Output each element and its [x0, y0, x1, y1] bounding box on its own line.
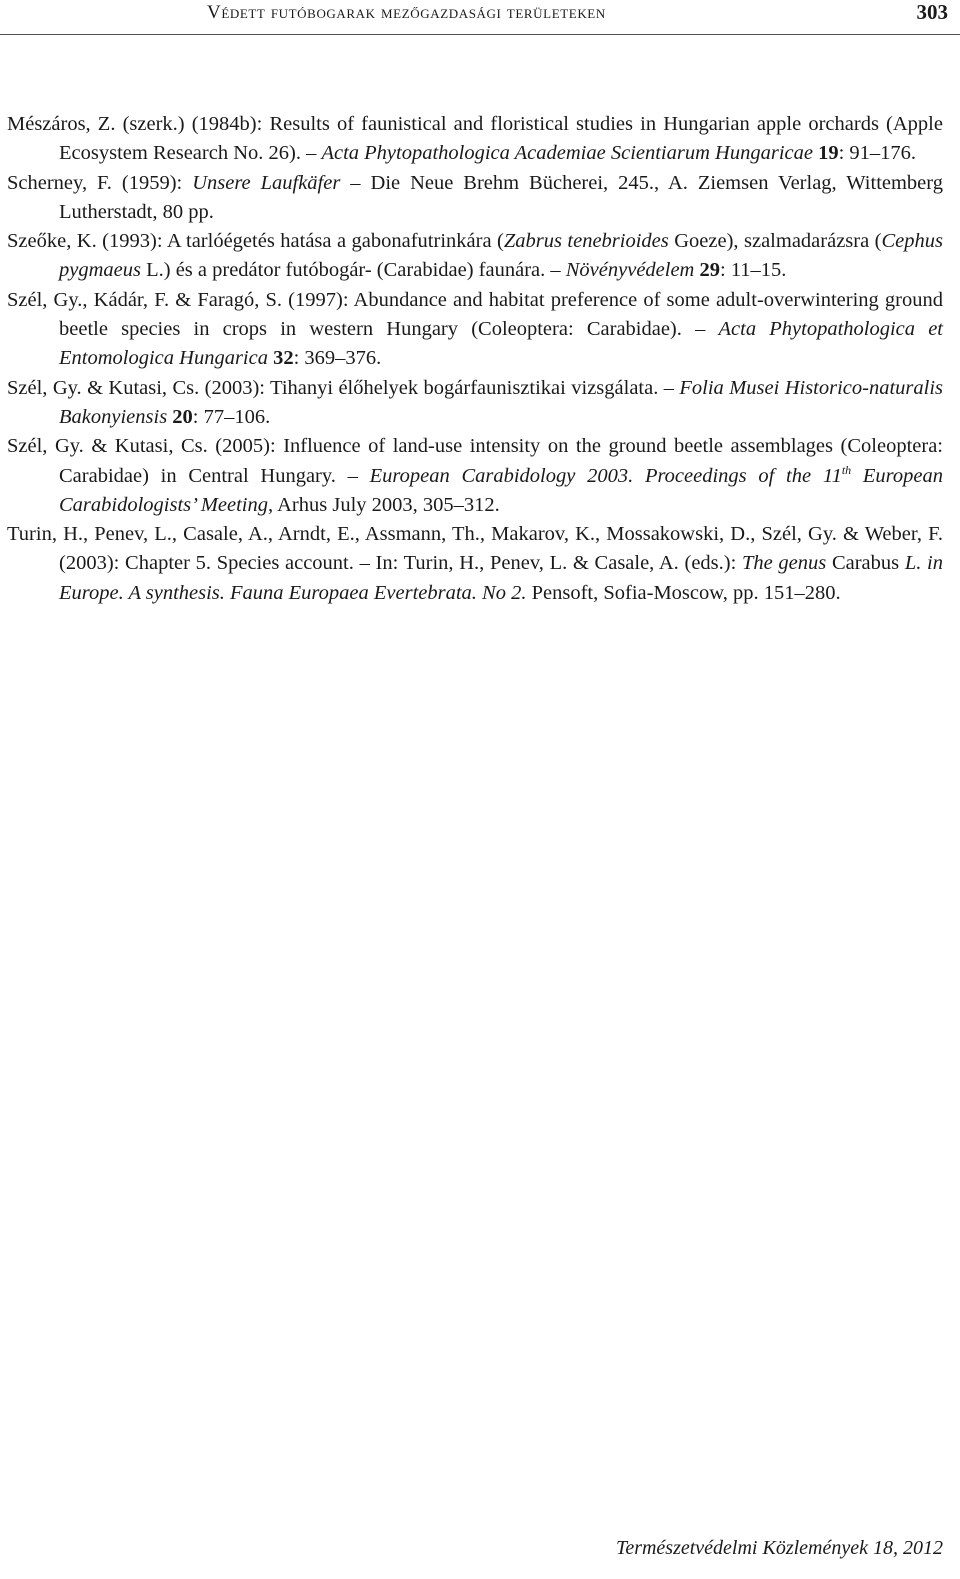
reference-superscript: th [841, 462, 852, 477]
reference-rest: , Arhus July 2003, 305–312. [267, 493, 500, 516]
reference-title: L.) és a predátor futóbogár- (Carabidae) faunára. – [140, 259, 566, 282]
reference-volume: 20 [172, 405, 193, 428]
reference-entry [7, 227, 943, 286]
reference-entry [7, 169, 943, 228]
page-number: 303 [916, 0, 948, 24]
reference-title: Abundance and habitat preference of some adult-overwintering ground beetle species in crops in western Hungary (Coleoptera: Carabidae). – [59, 288, 943, 341]
reference-entry [7, 432, 943, 520]
reference-pages: : 369–376. [293, 347, 382, 370]
reference-entry [7, 286, 943, 374]
reference-journal: Folia Musei Historico-naturalis Bakonyiensis [59, 376, 944, 428]
reference-pages: : 11–15. [720, 259, 787, 282]
reference-title: A tarlóégetés hatása a gabonafutrinkára ( [166, 230, 504, 253]
reference-title: Tihanyi élőhelyek bogárfaunisztikai vizsgálata. – [270, 376, 680, 399]
journal-footer: Természetvédelmi Közlemények 18, 2012 [616, 1537, 943, 1559]
reference-journal: Acta Phytopathologica et Entomologica Hungarica [59, 318, 943, 370]
reference-entry [7, 110, 943, 169]
reference-title: Results of faunistical and floristical studies in Hungarian apple orchards (Apple Ecosystem Research No. 26). – [59, 113, 943, 165]
reference-journal: Acta Phytopathologica Academiae Scientiarum Hungaricae [321, 142, 813, 165]
reference-proceedings-part: European Carabidology 2003. Proceedings of the 11 [369, 464, 842, 487]
reference-volume: 29 [699, 259, 720, 282]
reference-authors: Szél, Gy., Kádár, F. & Faragó, S. (1997): [7, 288, 354, 311]
reference-genus: Carabus [831, 552, 900, 575]
reference-authors: Turin, H., Penev, L., Casale, A., Arndt, E., Assmann, Th., Makarov, K., Mossakowski, D., Szél, Gy. & Weber, F. (2003): [7, 523, 943, 575]
reference-authors: Szél, Gy. & Kutasi, Cs. (2005): [7, 435, 284, 458]
reference-species: Zabrus tenebrioides [503, 230, 669, 253]
reference-title: Influence of land-use intensity on the ground beetle assemblages (Coleoptera: Carabidae) in Central Hungary. – [59, 435, 943, 487]
reference-authors: Scherney, F. (1959): [7, 171, 193, 194]
reference-book-title: The genus [741, 552, 832, 575]
reference-entry [7, 520, 943, 608]
reference-publisher: – Die Neue Brehm Bücherei, 245., A. Ziemsen Verlag, Wittemberg Lutherstadt, 80 pp. [59, 171, 943, 223]
reference-entry [7, 374, 943, 433]
reference-proceedings-part: European Carabidologists’ Meeting [59, 464, 943, 516]
reference-volume: 32 [273, 347, 294, 370]
reference-list [7, 110, 943, 608]
reference-pages: : 77–106. [192, 405, 271, 428]
reference-authors: Szél, Gy. & Kutasi, Cs. (2003): [7, 376, 271, 399]
reference-volume: 19 [818, 142, 839, 165]
reference-journal: Növényvédelem [565, 259, 695, 282]
reference-book-title: L. in Europe. A synthesis. Fauna Europaea Evertebrata. No 2. [59, 552, 943, 604]
running-title: Védett futóbogarak mezőgazdasági területeken [207, 2, 606, 23]
reference-title: Goeze), szalmadarázsra ( [668, 230, 882, 253]
reference-title: Chapter 5. Species account. – In: Turin, H., Penev, L. & Casale, A. (eds.): [125, 552, 742, 575]
reference-rest: Pensoft, Sofia-Moscow, pp. 151–280. [526, 581, 841, 604]
reference-authors: Mészáros, Z. (szerk.) (1984b): [7, 113, 270, 135]
running-header [0, 0, 960, 35]
reference-authors: Szeőke, K. (1993): [7, 230, 167, 253]
reference-species: Cephus pygmaeus [59, 230, 943, 282]
reference-pages: : 91–176. [838, 142, 917, 165]
reference-book-title: Unsere Laufkäfer [192, 171, 341, 194]
